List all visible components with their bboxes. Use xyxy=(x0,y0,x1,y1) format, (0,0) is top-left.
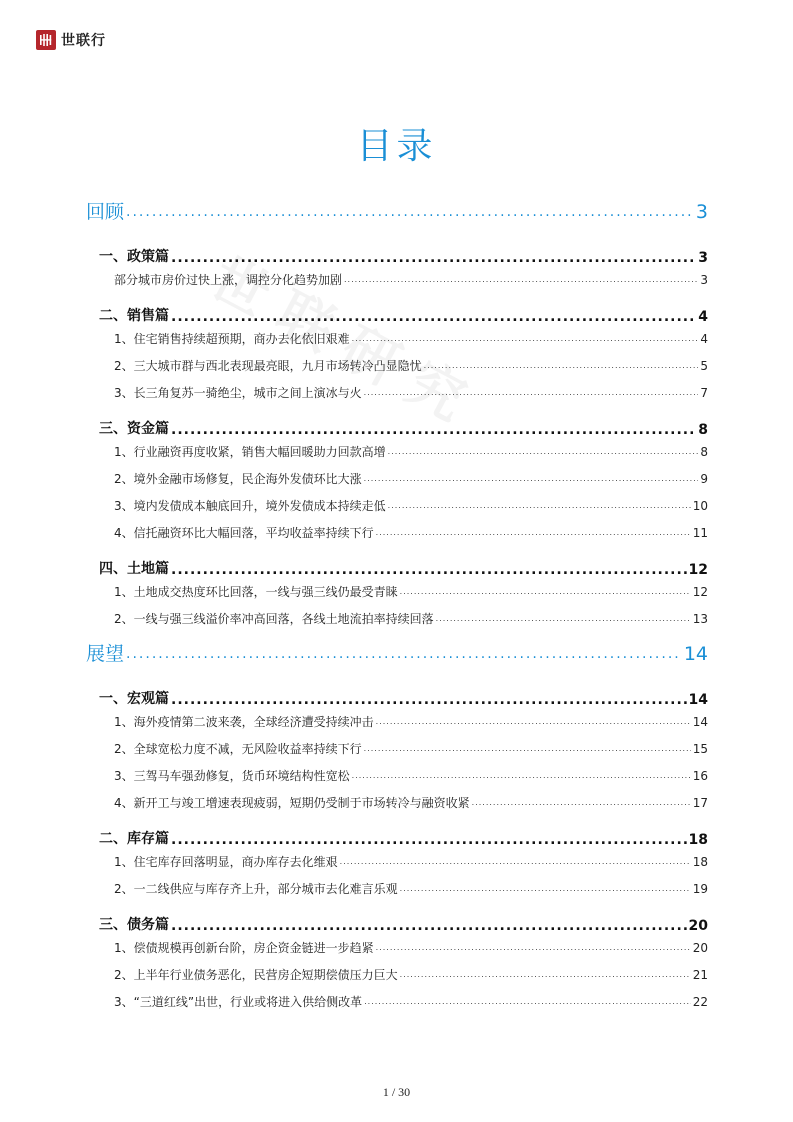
toc-item-entry[interactable] xyxy=(86,934,708,961)
toc-chap-entry[interactable] xyxy=(86,553,708,578)
toc-chap-entry[interactable] xyxy=(86,683,708,708)
dot-leader xyxy=(126,190,694,234)
toc-entry-label: 二、库存篇 xyxy=(99,831,169,847)
toc-entry-page-number: 12 xyxy=(688,562,708,578)
toc-item-entry[interactable] xyxy=(86,961,708,988)
toc-entry-page-number: 14 xyxy=(683,643,708,665)
toc-item-entry[interactable] xyxy=(86,762,708,789)
dot-leader xyxy=(400,970,691,979)
toc-entry-page-number: 3 xyxy=(695,201,708,223)
dot-leader xyxy=(364,388,699,397)
toc-entry-label: 1、住宅销售持续超预期，商办去化依旧艰难 xyxy=(114,332,350,346)
toc-entry-page-number: 9 xyxy=(700,471,708,486)
brand-logo xyxy=(36,30,106,50)
toc-entry-label: 一、政策篇 xyxy=(99,249,169,265)
toc-entry-page-number: 16 xyxy=(692,768,708,783)
toc-entry-label: 1、土地成交热度环比回落，一线与强三线仍最受青睐 xyxy=(114,585,398,599)
toc-item-entry[interactable] xyxy=(86,988,708,1015)
toc-entry-page-number: 18 xyxy=(692,854,708,869)
toc-item-entry[interactable] xyxy=(86,325,708,352)
dot-leader xyxy=(340,857,691,866)
toc-entry-page-number: 18 xyxy=(688,832,708,848)
dot-leader xyxy=(376,943,691,952)
toc-entry-page-number: 8 xyxy=(700,444,708,459)
toc-entry-page-number: 12 xyxy=(692,584,708,599)
toc-entry-page-number: 15 xyxy=(692,741,708,756)
toc-entry-label: 二、销售篇 xyxy=(99,308,169,324)
toc-entry-page-number: 5 xyxy=(700,358,708,373)
toc-entry-label: 2、一线与强三线溢价率冲高回落，各线土地流拍率持续回落 xyxy=(114,612,434,626)
dot-leader xyxy=(376,528,691,537)
toc-item-entry[interactable] xyxy=(86,352,708,379)
dot-leader xyxy=(171,422,696,438)
toc-item-entry[interactable] xyxy=(86,266,708,293)
toc-entry-page-number: 3 xyxy=(700,272,708,287)
toc-entry-page-number: 20 xyxy=(692,940,708,955)
dot-leader xyxy=(171,918,687,934)
toc-entry-page-number: 7 xyxy=(700,385,708,400)
dot-leader xyxy=(171,692,687,708)
toc-entry-label: 2、境外金融市场修复，民企海外发债环比大涨 xyxy=(114,472,362,486)
toc-entry-label: 一、宏观篇 xyxy=(99,691,169,707)
toc-entry-label: 2、上半年行业债务恶化，民营房企短期偿债压力巨大 xyxy=(114,968,398,982)
page-title: 目录 xyxy=(356,126,437,167)
toc-item-entry[interactable] xyxy=(86,492,708,519)
dot-leader xyxy=(171,832,687,848)
toc-entry-page-number: 4 xyxy=(700,331,708,346)
dot-leader xyxy=(344,275,698,284)
toc-item-entry[interactable] xyxy=(86,875,708,902)
toc-entry-page-number: 13 xyxy=(692,611,708,626)
toc-part-entry[interactable] xyxy=(86,190,708,234)
toc-entry-label: 1、行业融资再度收紧，销售大幅回暖助力回款高增 xyxy=(114,445,386,459)
dot-leader xyxy=(472,798,691,807)
toc-item-entry[interactable] xyxy=(86,379,708,406)
dot-leader xyxy=(388,447,699,456)
toc-entry-label: 三、债务篇 xyxy=(99,917,169,933)
toc-entry-label: 4、信托融资环比大幅回落，平均收益率持续下行 xyxy=(114,526,374,540)
dot-leader xyxy=(171,309,696,325)
dot-leader xyxy=(171,250,696,266)
toc-chap-entry[interactable] xyxy=(86,300,708,325)
toc-entry-label: 4、新开工与竣工增速表现疲弱，短期仍受制于市场转冷与融资收紧 xyxy=(114,796,470,810)
dot-leader xyxy=(436,614,691,623)
dot-leader xyxy=(364,744,691,753)
dot-leader xyxy=(364,997,691,1006)
toc-entry-label: 2、一二线供应与库存齐上升，部分城市去化难言乐观 xyxy=(114,882,398,896)
dot-leader xyxy=(388,501,691,510)
toc-entry-label: 回顾 xyxy=(86,201,125,223)
toc-entry-page-number: 3 xyxy=(698,250,708,266)
toc-item-entry[interactable] xyxy=(86,735,708,762)
dot-leader xyxy=(400,884,691,893)
toc-item-entry[interactable] xyxy=(86,578,708,605)
toc-item-entry[interactable] xyxy=(86,438,708,465)
dot-leader xyxy=(364,474,699,483)
toc-entry-label: 三、资金篇 xyxy=(99,421,169,437)
toc-entry-page-number: 14 xyxy=(692,714,708,729)
dot-leader xyxy=(171,562,687,578)
toc-entry-label: 3、“三道红线”出世，行业或将进入供给侧改革 xyxy=(114,995,363,1009)
toc-chap-entry[interactable] xyxy=(86,413,708,438)
toc-entry-page-number: 14 xyxy=(688,692,708,708)
toc-entry-label: 3、长三角复苏一骑绝尘，城市之间上演冰与火 xyxy=(114,386,362,400)
toc-entry-page-number: 20 xyxy=(688,918,708,934)
toc-entry-page-number: 17 xyxy=(692,795,708,810)
logo-text: 世联行 xyxy=(61,33,106,49)
toc-entry-page-number: 21 xyxy=(692,967,708,982)
toc-item-entry[interactable] xyxy=(86,708,708,735)
toc-item-entry[interactable] xyxy=(86,848,708,875)
toc-entry-label: 2、三大城市群与西北表现最亮眼，九月市场转冷凸显隐忧 xyxy=(114,359,422,373)
toc-part-entry[interactable] xyxy=(86,632,708,676)
toc-entry-label: 四、土地篇 xyxy=(99,561,169,577)
toc-entry-label: 2、全球宽松力度不减，无风险收益率持续下行 xyxy=(114,742,362,756)
toc-entry-label: 1、偿债规模再创新台阶，房企资金链进一步趋紧 xyxy=(114,941,374,955)
dot-leader xyxy=(352,334,699,343)
toc-entry-label: 3、境内发债成本触底回升，境外发债成本持续走低 xyxy=(114,499,386,513)
toc-entry-page-number: 22 xyxy=(692,994,708,1009)
toc-item-entry[interactable] xyxy=(86,465,708,492)
toc-entry-label: 1、海外疫情第二波来袭，全球经济遭受持续冲击 xyxy=(114,715,374,729)
toc-entry-label: 展望 xyxy=(86,643,125,665)
toc-entry-page-number: 8 xyxy=(698,422,708,438)
toc-chap-entry[interactable] xyxy=(86,909,708,934)
toc-entry-page-number: 10 xyxy=(692,498,708,513)
toc-item-entry[interactable] xyxy=(86,789,708,816)
toc-entry-label: 部分城市房价过快上涨，调控分化趋势加剧 xyxy=(114,273,343,287)
dot-leader xyxy=(400,587,691,596)
dot-leader xyxy=(352,771,691,780)
toc-entry-label: 1、住宅库存回落明显，商办库存去化维艰 xyxy=(114,855,338,869)
toc-item-entry[interactable] xyxy=(86,519,708,546)
toc-entry-page-number: 4 xyxy=(698,309,708,325)
dot-leader xyxy=(126,632,682,676)
toc-entry-label: 3、三驾马车强劲修复，货币环境结构性宽松 xyxy=(114,769,350,783)
logo-mark-icon xyxy=(36,30,56,50)
toc-chap-entry[interactable] xyxy=(86,241,708,266)
dot-leader xyxy=(376,717,691,726)
toc-entry-page-number: 19 xyxy=(692,881,708,896)
toc-entry-page-number: 11 xyxy=(692,525,708,540)
table-of-contents xyxy=(86,190,708,1015)
toc-chap-entry[interactable] xyxy=(86,823,708,848)
dot-leader xyxy=(424,361,699,370)
page-indicator: 1 / 30 xyxy=(382,1085,411,1099)
toc-item-entry[interactable] xyxy=(86,605,708,632)
